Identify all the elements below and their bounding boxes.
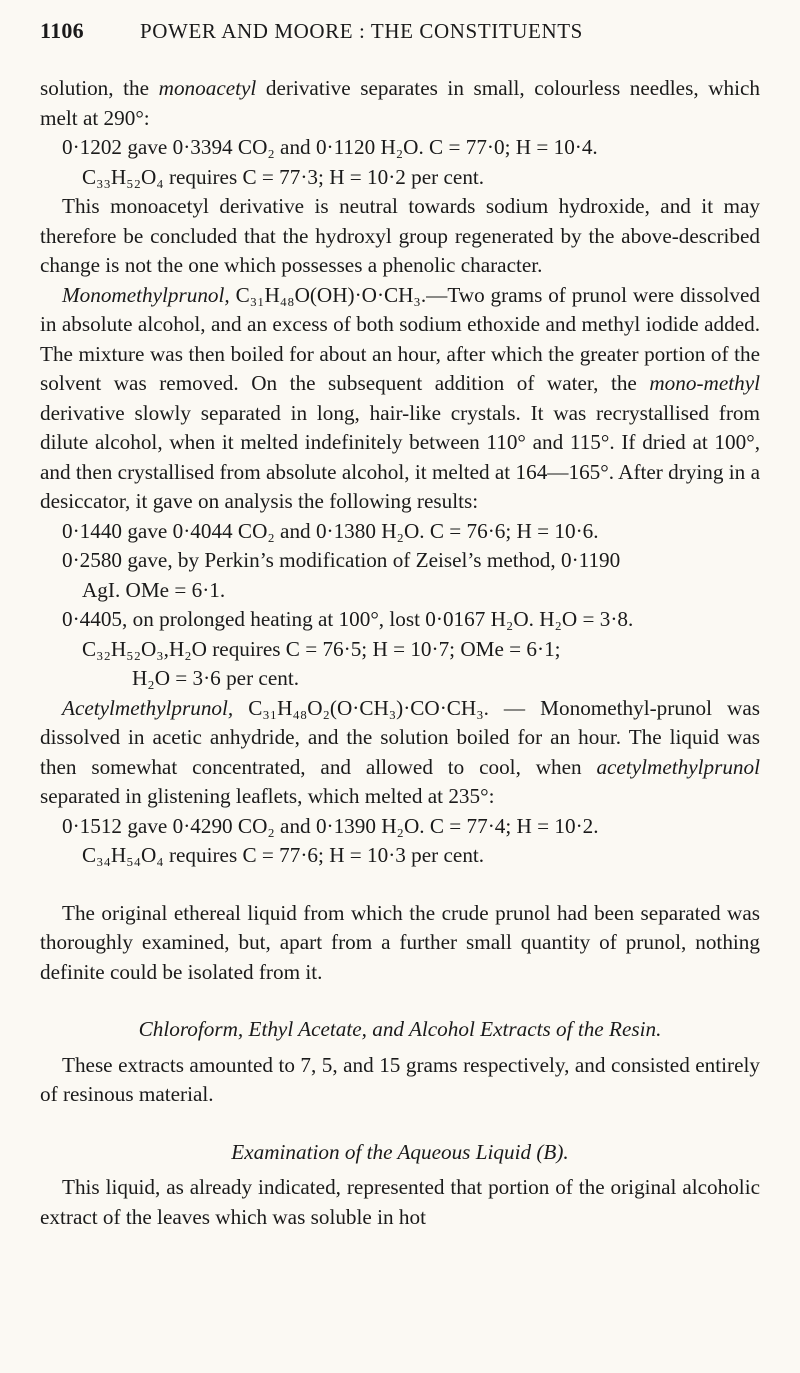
requires-line: H₂O = 3·6 per cent. (132, 666, 300, 690)
paragraph-monomethylprunol (40, 281, 760, 517)
analysis-line: AgI. OMe = 6·1. (82, 577, 226, 602)
analysis-line: 0·2580 gave, by Perkin’s modification of Zeisel’s method, 0·1190 (62, 548, 621, 572)
requires-line: C₃₄H₅₄O₄ requires C = 77·6; H = 10·3 per cent. (82, 843, 485, 867)
italic-term: acetylmethylprunol (596, 754, 760, 779)
italic-term: mono-methyl (649, 371, 760, 395)
paragraph-aqueous: This liquid, as already indicated, represented that portion of the original alcoholic extract of the leaves which was soluble in hot (40, 1175, 760, 1229)
requires-line: C₃₂H₅₂O₃,H₂O requires C = 76·5; H = 10·7; OMe = 6·1; (82, 636, 561, 661)
heading-suffix: (B). (531, 1139, 569, 1164)
text-run: solution, the (40, 76, 159, 100)
spacer (40, 871, 760, 899)
paragraph-extracts: These extracts amounted to 7, 5, and 15 grams respectively, and consisted entirely of resinous material. (40, 1052, 760, 1106)
paragraph-neutral: This monoacetyl derivative is neutral towards sodium hydroxide, and it may therefore be concluded that the hydroxyl group regenerated by the above-described change is not the one which possesses a phenolic character. (40, 194, 760, 277)
running-title: POWER AND MOORE : THE CONSTITUENTS (140, 19, 583, 43)
text-run: derivative slowly separated in long, hair-like crystals. It was recrystallised from dilute alcohol, when it melted indefinitely between 110° and 115°. If dried at 100°, and then crystallised from absolute alcohol, it melted at 164—165°. After drying in a desiccator, it gave on analysis the following results: (40, 400, 760, 513)
analysis-line: 0·1440 gave 0·4044 CO₂ and 0·1380 H₂O. C = 76·6; H = 10·6. (62, 518, 599, 543)
paragraph-acetylmethylprunol (40, 694, 760, 812)
section-heading (40, 1138, 760, 1168)
heading-italic: Examination of the Aqueous Liquid (231, 1139, 532, 1164)
text-run: separated in glistening leaflets, which melted at 235°: (40, 784, 495, 808)
spacer (40, 1110, 760, 1138)
page-header (40, 18, 760, 44)
paragraph-ethereal: The original ethereal liquid from which the crude prunol had been separated was thoroughly examined, but, apart from a further small quantity of prunol, nothing definite could be isolated from it. (40, 900, 760, 984)
italic-term: monoacetyl (158, 76, 257, 100)
compound-title: Monomethylprunol, (62, 282, 230, 307)
body-text (40, 74, 760, 1232)
text-run: —Two grams of prunol were dissolved in absolute alcohol, and an excess of both sodium ethoxide and methyl iodide added. The mixture was then boiled for about an hour, after which the greater portion of the solvent was removed. On the subsequent addition of water, the (40, 282, 760, 395)
formula: C₃₁H₄₈O₂(O·CH₃)·CO·CH₃. (233, 695, 489, 720)
spacer (40, 987, 760, 1015)
analysis-line: 0·1202 gave 0·3394 CO₂ and 0·1120 H₂O. C = 77·0; H = 10·4. (62, 135, 598, 159)
text-run: — Monomethyl-prunol was dissolved in acetic anhydride, and the solution boiled for an hour. The liquid was then somewhat concentrated, and allowed to cool, when (40, 695, 760, 779)
requires-line: C₃₃H₅₂O₄ requires C = 77·3; H = 10·2 per cent. (82, 164, 485, 189)
paragraph-continuation (40, 74, 760, 133)
compound-title: Acetylmethylprunol, (62, 695, 234, 720)
analysis-line: 0·1512 gave 0·4290 CO₂ and 0·1390 H₂O. C = 77·4; H = 10·2. (62, 813, 599, 838)
formula: C₃₁H₄₈O(OH)·O·CH₃. (229, 282, 427, 307)
text-run: derivative separates in small, colourless needles, which melt at 290°: (40, 76, 760, 130)
page-number: 1106 (40, 18, 84, 43)
section-heading: Chloroform, Ethyl Acetate, and Alcohol Extracts of the Resin. (138, 1017, 662, 1041)
analysis-line: 0·4405, on prolonged heating at 100°, lost 0·0167 H₂O. H₂O = 3·8. (62, 607, 634, 631)
